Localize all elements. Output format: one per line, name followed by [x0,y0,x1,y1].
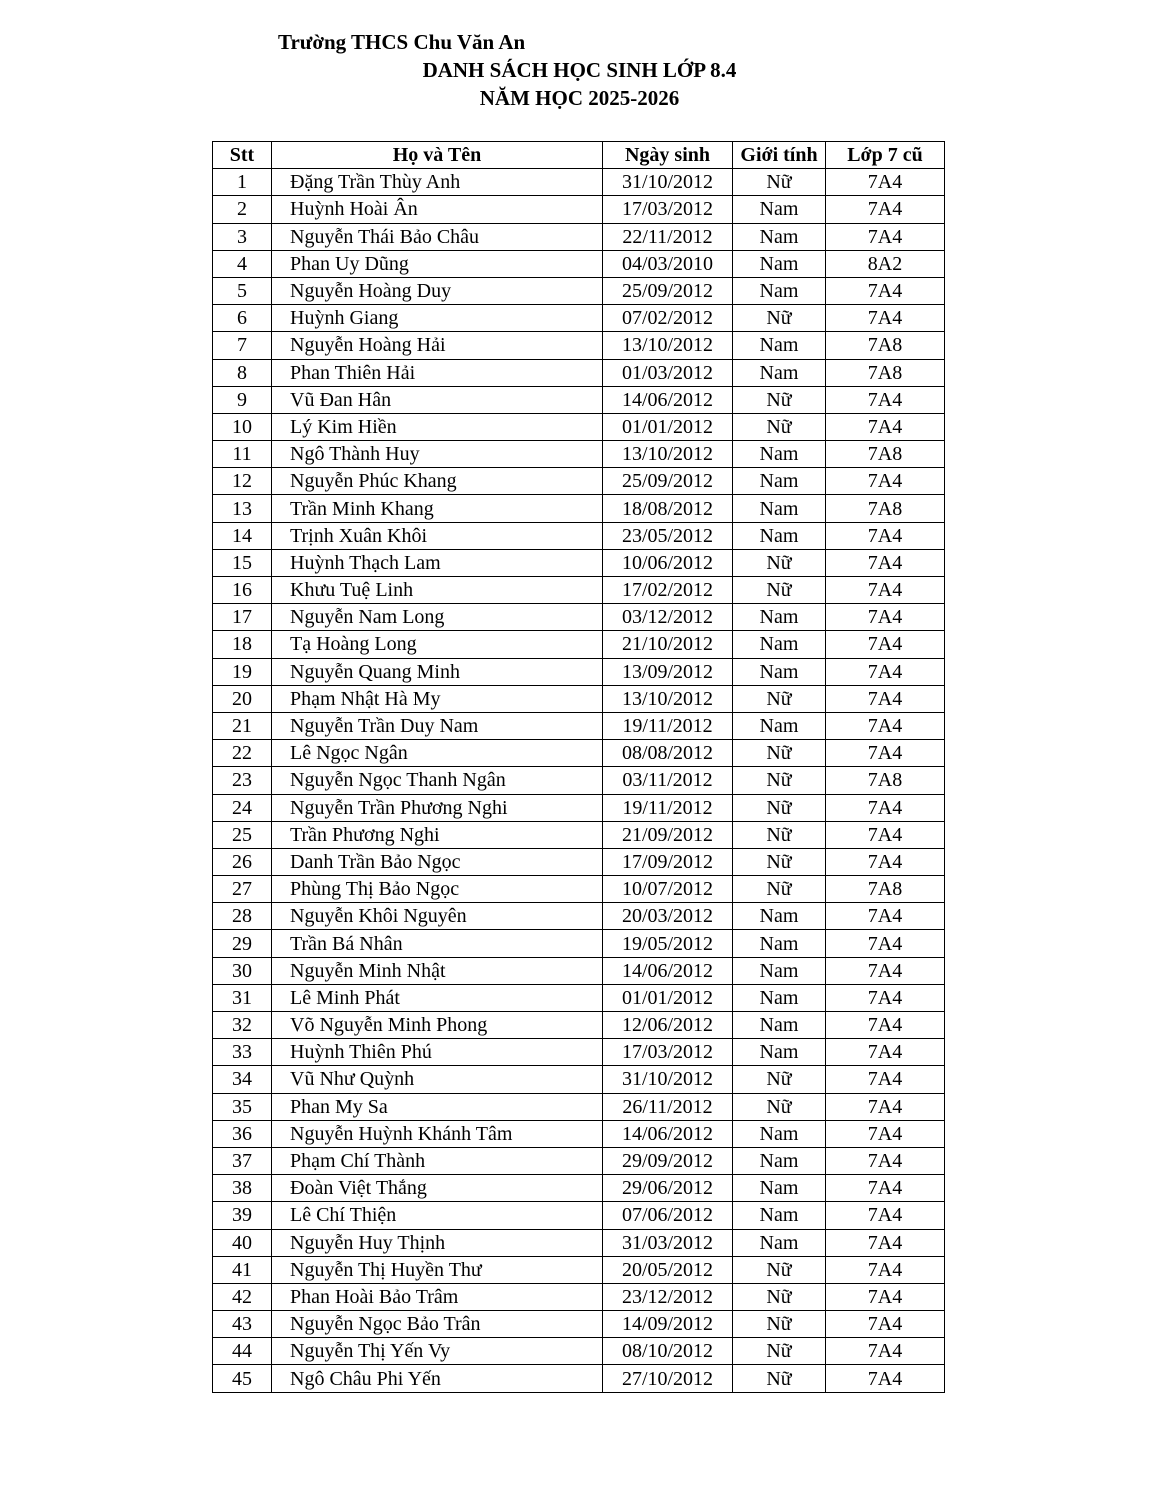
table-row [213,577,945,604]
table-row [213,305,945,332]
cell-old-class: 7A4 [826,1147,945,1174]
document-title: DANH SÁCH HỌC SINH LỚP 8.4 [422,58,737,82]
cell-name: Nguyễn Huy Thịnh [272,1229,603,1256]
table-row [213,876,945,903]
cell-stt: 31 [213,984,272,1011]
cell-stt: 41 [213,1256,272,1283]
cell-old-class: 7A4 [826,223,945,250]
cell-gender: Nữ [733,685,826,712]
cell-name: Tạ Hoàng Long [272,631,603,658]
cell-stt: 39 [213,1202,272,1229]
cell-name: Lê Chí Thiện [272,1202,603,1229]
cell-stt: 15 [213,549,272,576]
cell-stt: 40 [213,1229,272,1256]
cell-gender: Nam [733,604,826,631]
cell-name: Đặng Trần Thùy Anh [272,169,603,196]
cell-dob: 01/01/2012 [603,984,733,1011]
cell-old-class: 7A4 [826,848,945,875]
cell-gender: Nữ [733,1093,826,1120]
table-row [213,848,945,875]
cell-gender: Nam [733,1202,826,1229]
cell-dob: 13/10/2012 [603,332,733,359]
cell-dob: 10/07/2012 [603,876,733,903]
cell-dob: 17/09/2012 [603,848,733,875]
cell-gender: Nữ [733,1365,826,1392]
cell-dob: 13/09/2012 [603,658,733,685]
cell-gender: Nữ [733,1283,826,1310]
cell-dob: 31/10/2012 [603,1066,733,1093]
cell-old-class: 7A4 [826,685,945,712]
cell-gender: Nữ [733,305,826,332]
table-row [213,1229,945,1256]
table-row [213,1175,945,1202]
cell-stt: 38 [213,1175,272,1202]
cell-name: Danh Trần Bảo Ngọc [272,848,603,875]
table-row [213,604,945,631]
cell-name: Trịnh Xuân Khôi [272,522,603,549]
cell-name: Vũ Như Quỳnh [272,1066,603,1093]
cell-stt: 5 [213,277,272,304]
cell-gender: Nam [733,903,826,930]
cell-old-class: 7A4 [826,794,945,821]
cell-gender: Nam [733,468,826,495]
cell-name: Huỳnh Thạch Lam [272,549,603,576]
cell-stt: 10 [213,413,272,440]
table-row [213,1120,945,1147]
table-row [213,359,945,386]
cell-gender: Nam [733,984,826,1011]
cell-gender: Nam [733,495,826,522]
cell-gender: Nam [733,1120,826,1147]
cell-name: Nguyễn Hoàng Hải [272,332,603,359]
cell-old-class: 7A8 [826,876,945,903]
cell-old-class: 7A4 [826,930,945,957]
cell-stt: 37 [213,1147,272,1174]
table-row [213,1147,945,1174]
table-row [213,386,945,413]
cell-name: Nguyễn Ngọc Bảo Trân [272,1311,603,1338]
cell-old-class: 7A4 [826,1256,945,1283]
cell-gender: Nữ [733,1066,826,1093]
cell-name: Huỳnh Thiên Phú [272,1039,603,1066]
cell-stt: 44 [213,1338,272,1365]
table-row [213,1093,945,1120]
cell-dob: 14/06/2012 [603,957,733,984]
cell-old-class: 7A4 [826,577,945,604]
cell-gender: Nam [733,1147,826,1174]
cell-name: Ngô Thành Huy [272,441,603,468]
cell-stt: 23 [213,767,272,794]
table-row [213,712,945,739]
cell-gender: Nữ [733,767,826,794]
cell-name: Phan My Sa [272,1093,603,1120]
cell-old-class: 7A4 [826,604,945,631]
cell-stt: 36 [213,1120,272,1147]
cell-old-class: 7A8 [826,767,945,794]
table-row [213,930,945,957]
cell-gender: Nam [733,658,826,685]
cell-name: Nguyễn Quang Minh [272,658,603,685]
cell-dob: 18/08/2012 [603,495,733,522]
table-body [213,169,945,1392]
cell-old-class: 7A4 [826,413,945,440]
cell-stt: 42 [213,1283,272,1310]
cell-name: Nguyễn Phúc Khang [272,468,603,495]
cell-gender: Nam [733,1039,826,1066]
table-row [213,441,945,468]
cell-old-class: 7A4 [826,1202,945,1229]
cell-stt: 28 [213,903,272,930]
table-row [213,495,945,522]
cell-gender: Nam [733,957,826,984]
cell-name: Trần Bá Nhân [272,930,603,957]
cell-name: Lê Minh Phát [272,984,603,1011]
cell-name: Nguyễn Trần Duy Nam [272,712,603,739]
cell-dob: 07/02/2012 [603,305,733,332]
cell-name: Nguyễn Thị Yến Vy [272,1338,603,1365]
cell-old-class: 7A4 [826,522,945,549]
cell-gender: Nam [733,250,826,277]
cell-name: Nguyễn Huỳnh Khánh Tâm [272,1120,603,1147]
cell-gender: Nam [733,712,826,739]
cell-gender: Nữ [733,413,826,440]
cell-name: Ngô Châu Phi Yến [272,1365,603,1392]
cell-gender: Nam [733,1229,826,1256]
cell-stt: 8 [213,359,272,386]
cell-gender: Nam [733,277,826,304]
cell-dob: 20/03/2012 [603,903,733,930]
cell-dob: 17/02/2012 [603,577,733,604]
cell-dob: 08/08/2012 [603,740,733,767]
table-row [213,1039,945,1066]
cell-dob: 27/10/2012 [603,1365,733,1392]
cell-dob: 29/06/2012 [603,1175,733,1202]
cell-old-class: 7A4 [826,821,945,848]
student-roster-table [212,141,945,1393]
cell-stt: 25 [213,821,272,848]
cell-dob: 01/03/2012 [603,359,733,386]
table-row [213,1338,945,1365]
cell-gender: Nam [733,631,826,658]
cell-stt: 18 [213,631,272,658]
cell-dob: 07/06/2012 [603,1202,733,1229]
cell-gender: Nữ [733,794,826,821]
cell-stt: 11 [213,441,272,468]
cell-gender: Nam [733,1175,826,1202]
cell-stt: 24 [213,794,272,821]
table-row [213,740,945,767]
cell-gender: Nữ [733,169,826,196]
cell-stt: 16 [213,577,272,604]
cell-name: Phan Thiên Hải [272,359,603,386]
cell-stt: 12 [213,468,272,495]
cell-dob: 25/09/2012 [603,468,733,495]
cell-old-class: 7A4 [826,1066,945,1093]
cell-name: Lê Ngọc Ngân [272,740,603,767]
cell-gender: Nam [733,1012,826,1039]
cell-dob: 13/10/2012 [603,685,733,712]
table-row [213,1365,945,1392]
cell-stt: 17 [213,604,272,631]
cell-name: Nguyễn Thị Huyền Thư [272,1256,603,1283]
school-name: Trường THCS Chu Văn An [278,30,526,54]
cell-dob: 19/11/2012 [603,712,733,739]
cell-old-class: 7A4 [826,386,945,413]
cell-old-class: 7A4 [826,169,945,196]
cell-gender: Nữ [733,549,826,576]
cell-stt: 26 [213,848,272,875]
cell-name: Phạm Nhật Hà My [272,685,603,712]
cell-name: Trần Phương Nghi [272,821,603,848]
cell-gender: Nữ [733,386,826,413]
cell-name: Nguyễn Thái Bảo Châu [272,223,603,250]
column-header-stt: Stt [213,142,272,169]
table-row [213,821,945,848]
cell-old-class: 7A4 [826,1283,945,1310]
cell-dob: 25/09/2012 [603,277,733,304]
cell-name: Phan Uy Dũng [272,250,603,277]
cell-gender: Nữ [733,577,826,604]
cell-dob: 19/11/2012 [603,794,733,821]
cell-stt: 34 [213,1066,272,1093]
table-row [213,685,945,712]
cell-old-class: 7A4 [826,1338,945,1365]
table-row [213,957,945,984]
cell-stt: 14 [213,522,272,549]
cell-old-class: 7A4 [826,984,945,1011]
cell-dob: 29/09/2012 [603,1147,733,1174]
cell-stt: 27 [213,876,272,903]
cell-old-class: 7A4 [826,1039,945,1066]
table-row [213,522,945,549]
cell-dob: 17/03/2012 [603,1039,733,1066]
table-row [213,658,945,685]
cell-name: Huỳnh Giang [272,305,603,332]
table-row [213,549,945,576]
table-row [213,223,945,250]
table-row [213,1311,945,1338]
cell-old-class: 7A4 [826,1093,945,1120]
cell-gender: Nam [733,332,826,359]
table-row [213,196,945,223]
cell-stt: 30 [213,957,272,984]
table-row [213,794,945,821]
table-row [213,332,945,359]
cell-name: Nguyễn Khôi Nguyên [272,903,603,930]
cell-stt: 22 [213,740,272,767]
table-row [213,1283,945,1310]
cell-name: Nguyễn Trần Phương Nghi [272,794,603,821]
cell-old-class: 7A8 [826,332,945,359]
cell-stt: 32 [213,1012,272,1039]
cell-gender: Nam [733,522,826,549]
cell-gender: Nữ [733,1311,826,1338]
cell-stt: 19 [213,658,272,685]
school-year: NĂM HỌC 2025-2026 [479,86,680,110]
cell-stt: 20 [213,685,272,712]
cell-name: Lý Kim Hiền [272,413,603,440]
cell-dob: 08/10/2012 [603,1338,733,1365]
cell-gender: Nữ [733,1338,826,1365]
cell-name: Đoàn Việt Thắng [272,1175,603,1202]
cell-old-class: 7A4 [826,903,945,930]
cell-name: Phùng Thị Bảo Ngọc [272,876,603,903]
cell-dob: 12/06/2012 [603,1012,733,1039]
table-row [213,1256,945,1283]
table-row [213,413,945,440]
cell-dob: 22/11/2012 [603,223,733,250]
cell-old-class: 7A4 [826,658,945,685]
table-row [213,250,945,277]
table-row [213,277,945,304]
table-row [213,903,945,930]
cell-gender: Nam [733,223,826,250]
cell-stt: 3 [213,223,272,250]
cell-dob: 03/11/2012 [603,767,733,794]
cell-name: Vũ Đan Hân [272,386,603,413]
cell-stt: 4 [213,250,272,277]
cell-gender: Nam [733,930,826,957]
cell-old-class: 7A4 [826,305,945,332]
cell-old-class: 7A4 [826,1311,945,1338]
table-row [213,1202,945,1229]
cell-stt: 33 [213,1039,272,1066]
table-row [213,169,945,196]
cell-name: Nguyễn Nam Long [272,604,603,631]
cell-dob: 04/03/2010 [603,250,733,277]
cell-old-class: 7A8 [826,359,945,386]
cell-stt: 43 [213,1311,272,1338]
cell-dob: 14/06/2012 [603,386,733,413]
cell-name: Nguyễn Ngọc Thanh Ngân [272,767,603,794]
cell-old-class: 7A4 [826,277,945,304]
cell-gender: Nữ [733,821,826,848]
cell-old-class: 8A2 [826,250,945,277]
cell-old-class: 7A4 [826,957,945,984]
cell-dob: 17/03/2012 [603,196,733,223]
cell-gender: Nữ [733,740,826,767]
cell-name: Phan Hoài Bảo Trâm [272,1283,603,1310]
cell-stt: 29 [213,930,272,957]
cell-name: Khưu Tuệ Linh [272,577,603,604]
cell-name: Phạm Chí Thành [272,1147,603,1174]
cell-name: Trần Minh Khang [272,495,603,522]
cell-dob: 26/11/2012 [603,1093,733,1120]
column-header-name: Họ và Tên [272,142,603,169]
cell-stt: 9 [213,386,272,413]
table-row [213,468,945,495]
cell-stt: 1 [213,169,272,196]
cell-stt: 7 [213,332,272,359]
table-row [213,984,945,1011]
cell-stt: 13 [213,495,272,522]
cell-stt: 45 [213,1365,272,1392]
cell-gender: Nam [733,359,826,386]
cell-dob: 20/05/2012 [603,1256,733,1283]
cell-old-class: 7A4 [826,712,945,739]
cell-dob: 01/01/2012 [603,413,733,440]
cell-dob: 21/09/2012 [603,821,733,848]
cell-dob: 10/06/2012 [603,549,733,576]
cell-dob: 23/05/2012 [603,522,733,549]
cell-dob: 13/10/2012 [603,441,733,468]
column-header-old-class: Lớp 7 cũ [826,142,945,169]
cell-dob: 14/09/2012 [603,1311,733,1338]
cell-dob: 31/10/2012 [603,169,733,196]
cell-gender: Nữ [733,876,826,903]
cell-old-class: 7A4 [826,1365,945,1392]
table-row [213,1012,945,1039]
cell-old-class: 7A4 [826,1120,945,1147]
cell-stt: 21 [213,712,272,739]
cell-old-class: 7A4 [826,468,945,495]
table-row [213,1066,945,1093]
cell-dob: 31/03/2012 [603,1229,733,1256]
cell-stt: 35 [213,1093,272,1120]
cell-old-class: 7A4 [826,1175,945,1202]
cell-stt: 2 [213,196,272,223]
cell-dob: 21/10/2012 [603,631,733,658]
cell-dob: 19/05/2012 [603,930,733,957]
cell-old-class: 7A4 [826,196,945,223]
cell-old-class: 7A4 [826,740,945,767]
cell-dob: 23/12/2012 [603,1283,733,1310]
cell-gender: Nữ [733,1256,826,1283]
cell-name: Nguyễn Hoàng Duy [272,277,603,304]
cell-old-class: 7A4 [826,1012,945,1039]
cell-name: Nguyễn Minh Nhật [272,957,603,984]
cell-old-class: 7A4 [826,549,945,576]
cell-dob: 14/06/2012 [603,1120,733,1147]
cell-gender: Nam [733,441,826,468]
cell-old-class: 7A8 [826,441,945,468]
table-row [213,767,945,794]
cell-stt: 6 [213,305,272,332]
table-header-row [213,142,945,169]
cell-gender: Nam [733,196,826,223]
cell-old-class: 7A8 [826,495,945,522]
cell-old-class: 7A4 [826,631,945,658]
column-header-dob: Ngày sinh [603,142,733,169]
cell-name: Huỳnh Hoài Ân [272,196,603,223]
cell-name: Võ Nguyễn Minh Phong [272,1012,603,1039]
cell-old-class: 7A4 [826,1229,945,1256]
cell-dob: 03/12/2012 [603,604,733,631]
cell-gender: Nữ [733,848,826,875]
column-header-gender: Giới tính [733,142,826,169]
table-row [213,631,945,658]
